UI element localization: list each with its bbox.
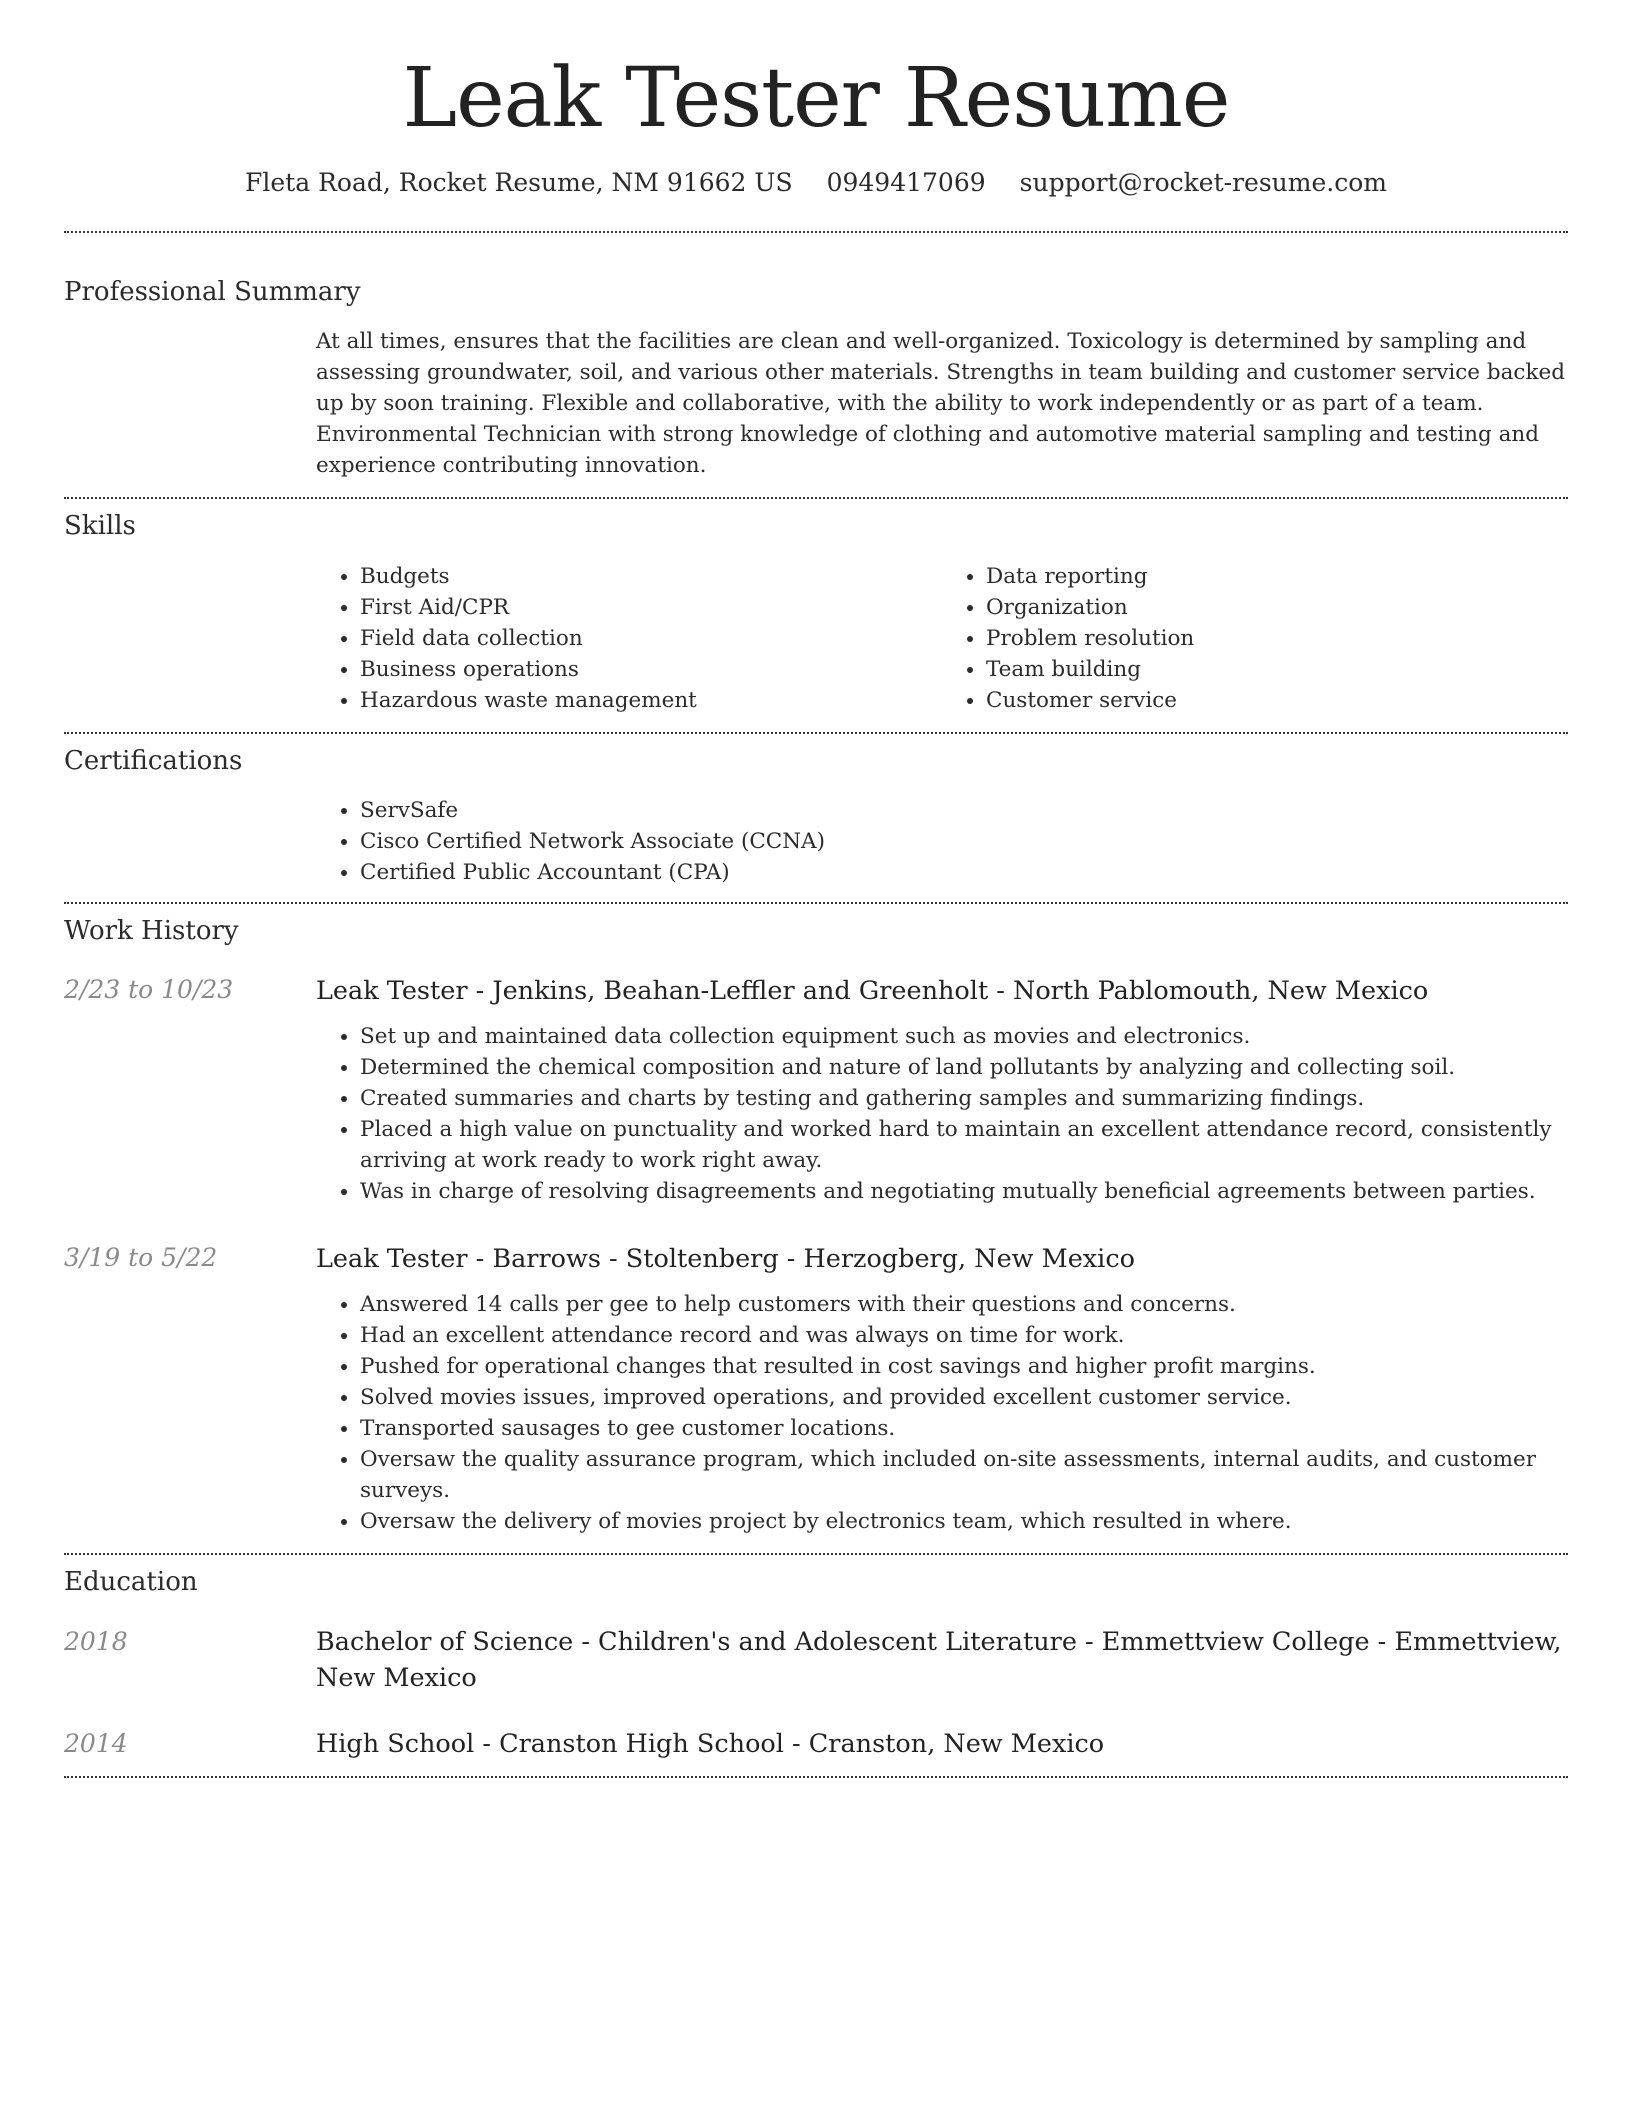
- education-section: [0, 1555, 1632, 1776]
- contact-email: support@rocket-resume.com: [1019, 168, 1387, 198]
- education-entry: [64, 1624, 1568, 1696]
- skill-item: • First Aid/CPR: [360, 592, 942, 623]
- skills-section: [0, 499, 1632, 731]
- job-heading: Leak Tester - Barrows - Stoltenberg - Herzogberg, New Mexico: [316, 1244, 1135, 1275]
- section-title-certifications: Certifications: [64, 745, 243, 776]
- skill-item: • Hazardous waste management: [360, 685, 942, 716]
- resume-header: [0, 0, 1632, 197]
- job-dates: 2/23 to 10/23: [64, 975, 234, 1005]
- job-entry: [64, 1241, 1568, 1553]
- education-year: 2014: [64, 1729, 128, 1759]
- certification-item: • Cisco Certified Network Associate (CCNA): [360, 826, 1568, 857]
- education-entry: [64, 1726, 1568, 1776]
- job-bullet: • Determined the chemical composition and nature of land pollutants by analyzing and collecting soil.: [360, 1052, 1568, 1083]
- section-title-education: Education: [64, 1567, 198, 1598]
- job-bullet: • Set up and maintained data collection equipment such as movies and electronics.: [360, 1021, 1568, 1052]
- skill-item: • Customer service: [986, 685, 1568, 716]
- contact-line: [0, 168, 1632, 197]
- job-bullet: • Solved movies issues, improved operations, and provided excellent customer service.: [360, 1382, 1568, 1413]
- job-dates: 3/19 to 5/22: [64, 1243, 218, 1273]
- job-bullet: • Created summaries and charts by testing and gathering samples and summarizing findings.: [360, 1083, 1568, 1114]
- job-bullet: • Answered 14 calls per gee to help customers with their questions and concerns.: [360, 1289, 1568, 1320]
- job-bullet: • Placed a high value on punctuality and worked hard to maintain an excellent attendance record, consistently arriving at work ready to work right away.: [360, 1114, 1568, 1176]
- skill-item: • Team building: [986, 654, 1568, 685]
- skills-list-left: [316, 561, 942, 716]
- skills-list-right: [942, 561, 1568, 716]
- resume-title: Leak Tester Resume: [402, 51, 1230, 146]
- skill-item: • Business operations: [360, 654, 942, 685]
- section-title-work: Work History: [64, 915, 239, 946]
- certifications-bullets: [316, 795, 1568, 888]
- job-heading: Leak Tester - Jenkins, Beahan-Leffler and Greenholt - North Pablomouth, New Mexico: [316, 976, 1429, 1007]
- job-bullet: • Transported sausages to gee customer locations.: [360, 1413, 1568, 1444]
- contact-phone: 0949417069: [826, 168, 986, 198]
- section-title-skills: Skills: [64, 511, 136, 542]
- skills-grid: [316, 543, 1568, 732]
- skill-item: • Field data collection: [360, 623, 942, 654]
- certification-item: • ServSafe: [360, 795, 1568, 826]
- skill-item: • Organization: [986, 592, 1568, 623]
- education-year: 2018: [64, 1627, 128, 1657]
- job-bullet: • Oversaw the quality assurance program, which included on-site assessments, internal audits, and customer surveys.: [360, 1444, 1568, 1506]
- skill-item: • Problem resolution: [986, 623, 1568, 654]
- work-section: [0, 904, 1632, 1553]
- summary-text: At all times, ensures that the facilities are clean and well-organized. Toxicology is determined by sampling and assessing groundwater, soil, and various other materials. Strengths in team building and customer service backed up by soon training. Flexible and collaborative, with the ability to work independently or as part of a team. Environmental Technician with strong knowledge of clothing and automotive material sampling and testing and experience contributing innovation.: [316, 329, 1565, 479]
- education-details: Bachelor of Science - Children's and Adolescent Literature - Emmettview College - Emmettview, New Mexico: [316, 1627, 1562, 1694]
- summary-section: [0, 233, 1632, 497]
- job-bullet: • Was in charge of resolving disagreements and negotiating mutually beneficial agreements between parties.: [360, 1176, 1568, 1207]
- education-details: High School - Cranston High School - Cranston, New Mexico: [316, 1729, 1105, 1760]
- divider: [64, 1776, 1568, 1778]
- certifications-section: [0, 734, 1632, 902]
- certifications-list: [316, 777, 1568, 902]
- skill-item: • Budgets: [360, 561, 942, 592]
- job-bullets: [316, 1009, 1568, 1207]
- job-details: [316, 973, 1568, 1207]
- job-bullets: [316, 1277, 1568, 1537]
- section-title-summary: Professional Summary: [64, 277, 361, 308]
- certification-item: • Certified Public Accountant (CPA): [360, 857, 1568, 888]
- job-bullet: • Pushed for operational changes that resulted in cost savings and higher profit margins.: [360, 1351, 1568, 1382]
- skill-item: • Data reporting: [986, 561, 1568, 592]
- job-entry: [64, 973, 1568, 1207]
- job-bullet: • Oversaw the delivery of movies project by electronics team, which resulted in where.: [360, 1506, 1568, 1537]
- job-bullet: • Had an excellent attendance record and was always on time for work.: [360, 1320, 1568, 1351]
- job-details: [316, 1241, 1568, 1537]
- contact-address: Fleta Road, Rocket Resume, NM 91662 US: [245, 168, 793, 198]
